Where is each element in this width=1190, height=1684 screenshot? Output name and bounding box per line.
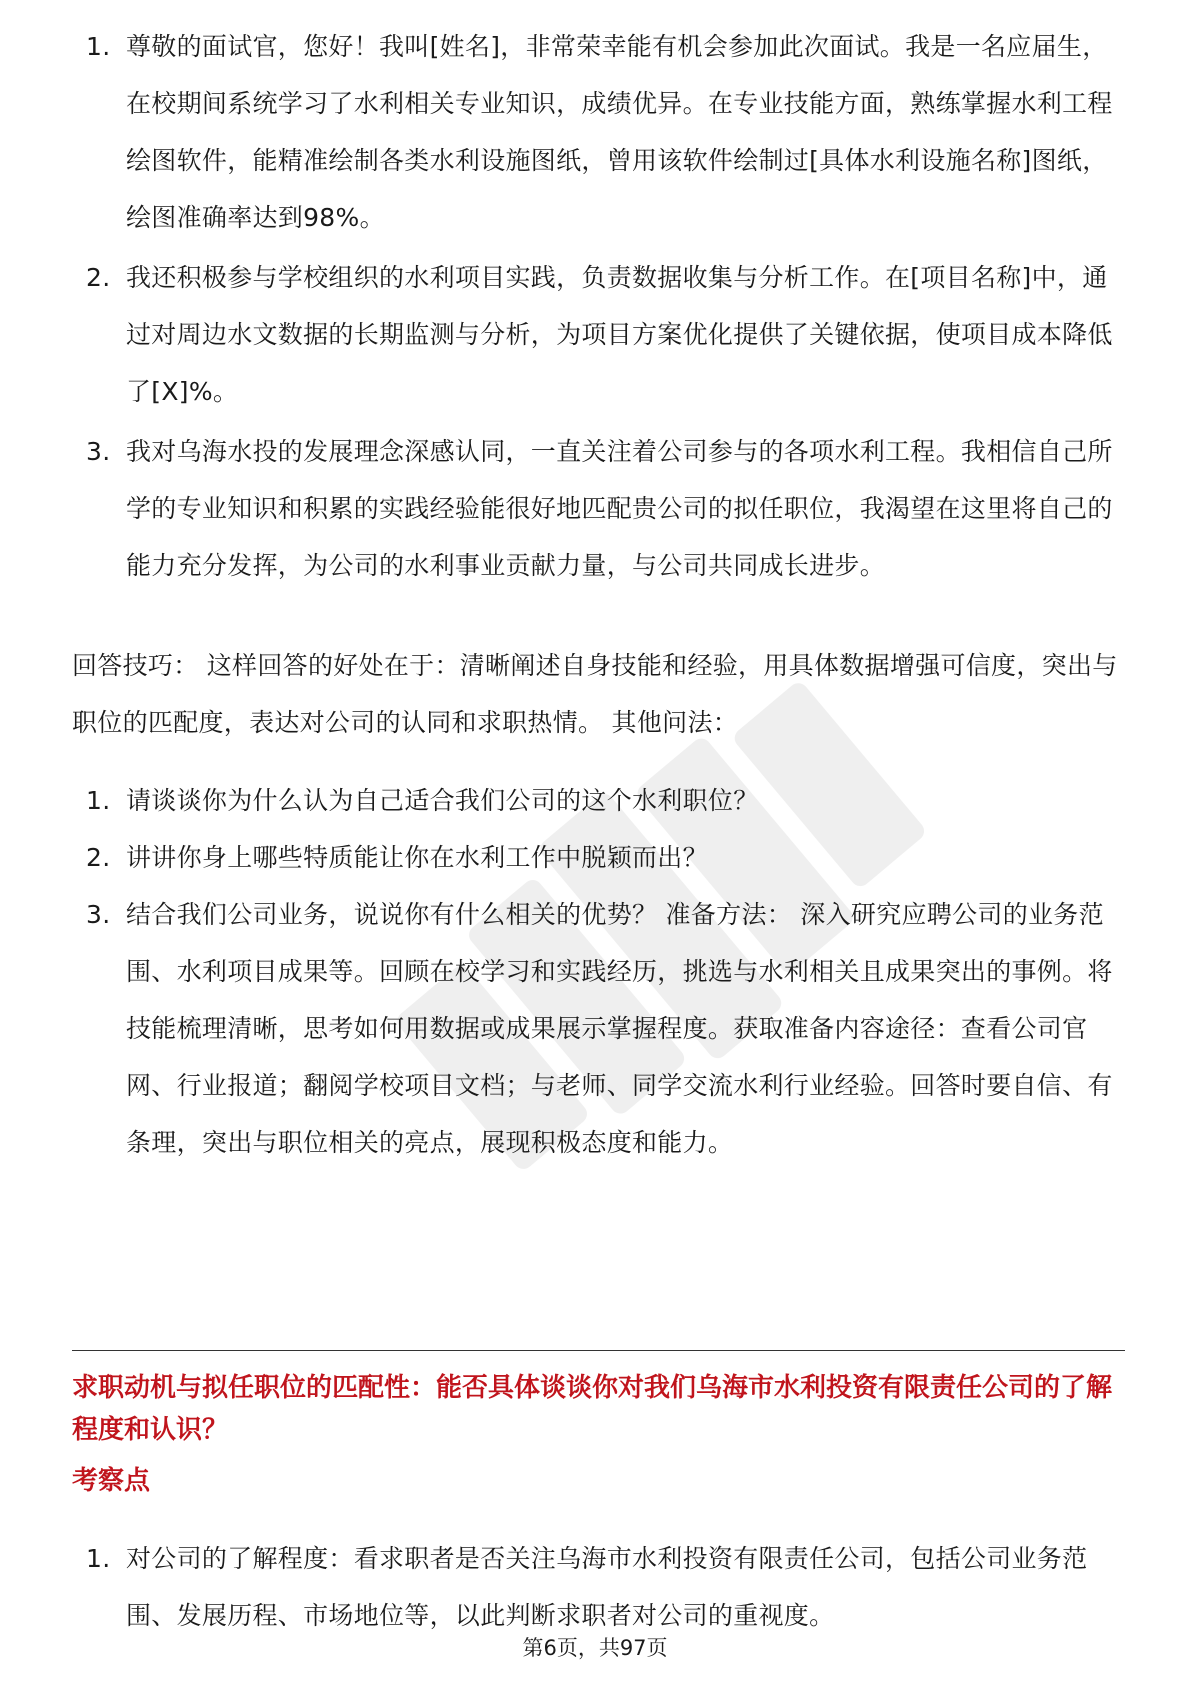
list-item-text: 讲讲你身上哪些特质能让你在水利工作中脱颖而出？ <box>126 843 708 872</box>
list-item <box>72 18 1122 246</box>
page-top-cutoff <box>0 0 1190 30</box>
list-number: 3. <box>86 900 111 929</box>
list-number: 1. <box>86 32 111 61</box>
tips-paragraph: 回答技巧： 这样回答的好处在于：清晰阐述自身技能和经验，用具体数据增强可信度，突出与职位的匹配度，表达对公司的认同和求职热情。 其他问法： <box>72 651 1118 737</box>
other-questions-list <box>72 772 1122 1171</box>
section-title: 求职动机与拟任职位的匹配性：能否具体谈谈你对我们乌海市水利投资有限责任公司的了解程度和认识？ <box>72 1373 1113 1445</box>
list-number: 2. <box>86 263 111 292</box>
list-number: 2. <box>86 843 111 872</box>
answer-list <box>72 18 1122 594</box>
list-item <box>72 886 1122 1171</box>
section-subtitle: 考察点 <box>72 1466 151 1496</box>
list-number: 1. <box>86 786 111 815</box>
list-item-text: 请谈谈你为什么认为自己适合我们公司的这个水利职位？ <box>126 786 759 815</box>
list-number: 3. <box>86 437 111 466</box>
list-item <box>72 249 1122 420</box>
list-item <box>72 1530 1122 1644</box>
list-item <box>72 772 1122 829</box>
list-number: 1. <box>86 1544 111 1573</box>
list-item <box>72 423 1122 594</box>
list-item-text: 我对乌海水投的发展理念深感认同，一直关注着公司参与的各项水利工程。我相信自己所学的专业知识和积累的实践经验能很好地匹配贵公司的拟任职位，我渴望在这里将自己的能力充分发挥，为公司的水利事业贡献力量，与公司共同成长进步。 <box>126 437 1113 580</box>
assessment-points-list <box>72 1530 1122 1644</box>
list-item-text: 尊敬的面试官，您好！我叫[姓名]，非常荣幸能有机会参加此次面试。我是一名应届生，在校期间系统学习了水利相关专业知识，成绩优异。在专业技能方面，熟练掌握水利工程绘图软件，能精准绘制各类水利设施图纸，曾用该软件绘制过[具体水利设施名称]图纸，绘图准确率达到98%。 <box>126 32 1113 232</box>
list-item-text: 对公司的了解程度：看求职者是否关注乌海市水利投资有限责任公司，包括公司业务范围、发展历程、市场地位等，以此判断求职者对公司的重视度。 <box>126 1544 1088 1630</box>
list-item-text: 我还积极参与学校组织的水利项目实践，负责数据收集与分析工作。在[项目名称]中，通过对周边水文数据的长期监测与分析，为项目方案优化提供了关键依据，使项目成本降低了[X]%。 <box>126 263 1113 406</box>
page-footer: 第6页，共97页 <box>522 1636 668 1660</box>
list-item <box>72 829 1122 886</box>
section-divider <box>72 1350 1125 1351</box>
list-item-text: 结合我们公司业务，说说你有什么相关的优势？ 准备方法： 深入研究应聘公司的业务范围、水利项目成果等。回顾在校学习和实践经历，挑选与水利相关且成果突出的事例。将技能梳理清晰，思考如何用数据或成果展示掌握程度。获取准备内容途径：查看公司官网、行业报道；翻阅学校项目文档；与老师、同学交流水利行业经验。回答时要自信、有条理，突出与职位相关的亮点，展现积极态度和能力。 <box>126 900 1113 1157</box>
